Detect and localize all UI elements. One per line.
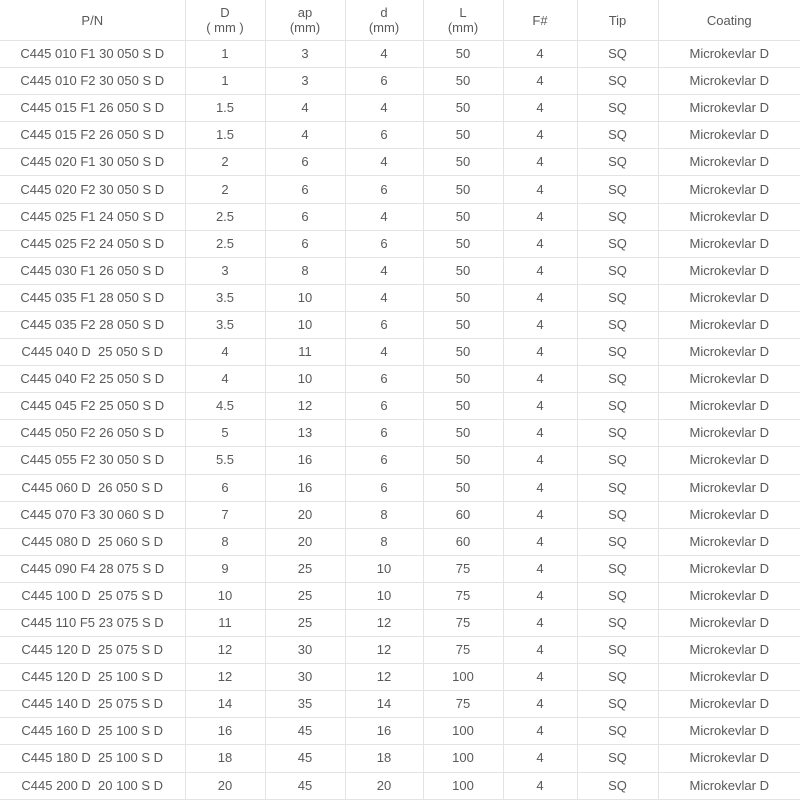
table-row bbox=[0, 582, 800, 609]
cell-tip: SQ bbox=[577, 230, 658, 257]
cell-flutes: 4 bbox=[503, 528, 577, 555]
col-header-pn bbox=[0, 0, 185, 41]
cell-d: 12 bbox=[345, 664, 423, 691]
cell-d: 4 bbox=[345, 339, 423, 366]
cell-diameter: 7 bbox=[185, 501, 265, 528]
cell-ap: 30 bbox=[265, 664, 345, 691]
cell-tip: SQ bbox=[577, 637, 658, 664]
cell-diameter: 6 bbox=[185, 474, 265, 501]
cell-flutes: 4 bbox=[503, 772, 577, 799]
col-header-d-unit: (mm) bbox=[368, 20, 400, 35]
cell-d: 6 bbox=[345, 176, 423, 203]
table-body bbox=[0, 41, 800, 800]
cell-tip: SQ bbox=[577, 176, 658, 203]
table-row bbox=[0, 311, 800, 338]
cell-length: 50 bbox=[423, 176, 503, 203]
cell-diameter: 3.5 bbox=[185, 284, 265, 311]
cell-ap: 6 bbox=[265, 149, 345, 176]
cell-flutes: 4 bbox=[503, 582, 577, 609]
cell-length: 50 bbox=[423, 311, 503, 338]
cell-length: 75 bbox=[423, 691, 503, 718]
table-header bbox=[0, 0, 800, 41]
cell-pn: C445 035 F1 28 050 S D bbox=[0, 284, 185, 311]
cell-flutes: 4 bbox=[503, 68, 577, 95]
cell-ap: 25 bbox=[265, 555, 345, 582]
cell-tip: SQ bbox=[577, 772, 658, 799]
cell-pn: C445 180 D 25 100 S D bbox=[0, 745, 185, 772]
col-header-length bbox=[423, 0, 503, 41]
cell-pn: C445 020 F2 30 050 S D bbox=[0, 176, 185, 203]
cell-d: 4 bbox=[345, 95, 423, 122]
cell-pn: C445 030 F1 26 050 S D bbox=[0, 257, 185, 284]
cell-length: 50 bbox=[423, 203, 503, 230]
cell-pn: C445 100 D 25 075 S D bbox=[0, 582, 185, 609]
cell-ap: 20 bbox=[265, 501, 345, 528]
cell-tip: SQ bbox=[577, 664, 658, 691]
cell-length: 50 bbox=[423, 420, 503, 447]
cell-d: 6 bbox=[345, 68, 423, 95]
cell-length: 50 bbox=[423, 68, 503, 95]
cell-ap: 10 bbox=[265, 366, 345, 393]
cell-d: 12 bbox=[345, 609, 423, 636]
cell-pn: C445 040 D 25 050 S D bbox=[0, 339, 185, 366]
cell-d: 6 bbox=[345, 230, 423, 257]
cell-ap: 45 bbox=[265, 718, 345, 745]
cell-ap: 3 bbox=[265, 41, 345, 68]
cell-ap: 25 bbox=[265, 582, 345, 609]
cell-tip: SQ bbox=[577, 95, 658, 122]
cell-flutes: 4 bbox=[503, 95, 577, 122]
cell-flutes: 4 bbox=[503, 122, 577, 149]
cell-flutes: 4 bbox=[503, 41, 577, 68]
cell-diameter: 2.5 bbox=[185, 203, 265, 230]
col-header-pn-label: P/N bbox=[81, 12, 104, 28]
cell-tip: SQ bbox=[577, 609, 658, 636]
cell-coating: Microkevlar D bbox=[658, 447, 800, 474]
cell-pn: C445 120 D 25 100 S D bbox=[0, 664, 185, 691]
cell-d: 18 bbox=[345, 745, 423, 772]
cell-coating: Microkevlar D bbox=[658, 393, 800, 420]
cell-length: 50 bbox=[423, 474, 503, 501]
table-row bbox=[0, 501, 800, 528]
cell-length: 75 bbox=[423, 637, 503, 664]
col-header-ap bbox=[265, 0, 345, 41]
col-header-diameter-unit: ( mm ) bbox=[206, 20, 244, 35]
cell-pn: C445 110 F5 23 075 S D bbox=[0, 609, 185, 636]
cell-coating: Microkevlar D bbox=[658, 691, 800, 718]
cell-length: 50 bbox=[423, 284, 503, 311]
cell-tip: SQ bbox=[577, 420, 658, 447]
cell-coating: Microkevlar D bbox=[658, 41, 800, 68]
cell-length: 75 bbox=[423, 582, 503, 609]
cell-diameter: 1.5 bbox=[185, 122, 265, 149]
cell-tip: SQ bbox=[577, 257, 658, 284]
cell-tip: SQ bbox=[577, 68, 658, 95]
cell-ap: 3 bbox=[265, 68, 345, 95]
cell-pn: C445 140 D 25 075 S D bbox=[0, 691, 185, 718]
cell-diameter: 8 bbox=[185, 528, 265, 555]
header-row bbox=[0, 0, 800, 41]
table-row bbox=[0, 284, 800, 311]
cell-diameter: 1 bbox=[185, 41, 265, 68]
col-header-diameter bbox=[185, 0, 265, 41]
cell-tip: SQ bbox=[577, 745, 658, 772]
cell-coating: Microkevlar D bbox=[658, 718, 800, 745]
cell-diameter: 5 bbox=[185, 420, 265, 447]
cell-diameter: 2 bbox=[185, 149, 265, 176]
cell-pn: C445 035 F2 28 050 S D bbox=[0, 311, 185, 338]
cell-d: 10 bbox=[345, 555, 423, 582]
cell-d: 6 bbox=[345, 474, 423, 501]
cell-d: 6 bbox=[345, 311, 423, 338]
table-row bbox=[0, 555, 800, 582]
table-row bbox=[0, 474, 800, 501]
table-row bbox=[0, 122, 800, 149]
cell-tip: SQ bbox=[577, 203, 658, 230]
cell-flutes: 4 bbox=[503, 339, 577, 366]
cell-ap: 16 bbox=[265, 447, 345, 474]
cell-coating: Microkevlar D bbox=[658, 637, 800, 664]
cell-length: 50 bbox=[423, 149, 503, 176]
cell-tip: SQ bbox=[577, 691, 658, 718]
cell-tip: SQ bbox=[577, 339, 658, 366]
cell-tip: SQ bbox=[577, 284, 658, 311]
cell-tip: SQ bbox=[577, 149, 658, 176]
cell-tip: SQ bbox=[577, 366, 658, 393]
col-header-flutes-label: F# bbox=[532, 12, 548, 28]
table-row bbox=[0, 745, 800, 772]
cell-flutes: 4 bbox=[503, 420, 577, 447]
cell-coating: Microkevlar D bbox=[658, 68, 800, 95]
col-header-tip-label: Tip bbox=[608, 12, 627, 28]
cell-ap: 45 bbox=[265, 772, 345, 799]
cell-coating: Microkevlar D bbox=[658, 528, 800, 555]
cell-tip: SQ bbox=[577, 582, 658, 609]
cell-length: 100 bbox=[423, 664, 503, 691]
cell-coating: Microkevlar D bbox=[658, 609, 800, 636]
cell-ap: 10 bbox=[265, 311, 345, 338]
cell-pn: C445 025 F1 24 050 S D bbox=[0, 203, 185, 230]
table-row bbox=[0, 68, 800, 95]
table-row bbox=[0, 366, 800, 393]
cell-ap: 45 bbox=[265, 745, 345, 772]
cell-d: 20 bbox=[345, 772, 423, 799]
table-row bbox=[0, 718, 800, 745]
cell-coating: Microkevlar D bbox=[658, 474, 800, 501]
table-row bbox=[0, 393, 800, 420]
cell-diameter: 4 bbox=[185, 366, 265, 393]
cell-ap: 30 bbox=[265, 637, 345, 664]
cell-flutes: 4 bbox=[503, 149, 577, 176]
cell-length: 100 bbox=[423, 718, 503, 745]
cell-length: 50 bbox=[423, 366, 503, 393]
cell-diameter: 16 bbox=[185, 718, 265, 745]
cell-diameter: 11 bbox=[185, 609, 265, 636]
cell-coating: Microkevlar D bbox=[658, 745, 800, 772]
cell-diameter: 9 bbox=[185, 555, 265, 582]
cell-d: 16 bbox=[345, 718, 423, 745]
cell-pn: C445 015 F1 26 050 S D bbox=[0, 95, 185, 122]
cell-length: 50 bbox=[423, 95, 503, 122]
cell-tip: SQ bbox=[577, 393, 658, 420]
cell-pn: C445 070 F3 30 060 S D bbox=[0, 501, 185, 528]
cell-d: 10 bbox=[345, 582, 423, 609]
cell-flutes: 4 bbox=[503, 176, 577, 203]
cell-diameter: 20 bbox=[185, 772, 265, 799]
cell-pn: C445 200 D 20 100 S D bbox=[0, 772, 185, 799]
table-row bbox=[0, 637, 800, 664]
cell-diameter: 18 bbox=[185, 745, 265, 772]
cell-tip: SQ bbox=[577, 718, 658, 745]
cell-length: 100 bbox=[423, 745, 503, 772]
cell-flutes: 4 bbox=[503, 311, 577, 338]
cell-coating: Microkevlar D bbox=[658, 582, 800, 609]
col-header-length-unit: (mm) bbox=[447, 20, 479, 35]
cell-tip: SQ bbox=[577, 555, 658, 582]
cell-length: 75 bbox=[423, 555, 503, 582]
cell-d: 4 bbox=[345, 41, 423, 68]
cell-tip: SQ bbox=[577, 311, 658, 338]
cell-coating: Microkevlar D bbox=[658, 95, 800, 122]
cell-coating: Microkevlar D bbox=[658, 339, 800, 366]
cell-flutes: 4 bbox=[503, 203, 577, 230]
cell-flutes: 4 bbox=[503, 501, 577, 528]
col-header-tip bbox=[577, 0, 658, 41]
col-header-d bbox=[345, 0, 423, 41]
cell-flutes: 4 bbox=[503, 637, 577, 664]
cell-length: 75 bbox=[423, 609, 503, 636]
cell-d: 6 bbox=[345, 393, 423, 420]
cell-length: 50 bbox=[423, 122, 503, 149]
cell-ap: 35 bbox=[265, 691, 345, 718]
table-row bbox=[0, 203, 800, 230]
cell-coating: Microkevlar D bbox=[658, 366, 800, 393]
cell-diameter: 5.5 bbox=[185, 447, 265, 474]
col-header-length-label: L bbox=[459, 5, 467, 20]
cell-ap: 8 bbox=[265, 257, 345, 284]
table-row bbox=[0, 41, 800, 68]
table-row bbox=[0, 609, 800, 636]
cell-d: 6 bbox=[345, 420, 423, 447]
cell-length: 50 bbox=[423, 230, 503, 257]
cell-flutes: 4 bbox=[503, 474, 577, 501]
cell-length: 50 bbox=[423, 257, 503, 284]
cell-pn: C445 020 F1 30 050 S D bbox=[0, 149, 185, 176]
cell-flutes: 4 bbox=[503, 284, 577, 311]
cell-pn: C445 090 F4 28 075 S D bbox=[0, 555, 185, 582]
cell-d: 8 bbox=[345, 501, 423, 528]
cell-flutes: 4 bbox=[503, 555, 577, 582]
cell-diameter: 10 bbox=[185, 582, 265, 609]
table-row bbox=[0, 230, 800, 257]
cell-ap: 13 bbox=[265, 420, 345, 447]
cell-pn: C445 040 F2 25 050 S D bbox=[0, 366, 185, 393]
cell-coating: Microkevlar D bbox=[658, 555, 800, 582]
cell-flutes: 4 bbox=[503, 664, 577, 691]
cell-coating: Microkevlar D bbox=[658, 420, 800, 447]
cell-coating: Microkevlar D bbox=[658, 122, 800, 149]
cell-d: 6 bbox=[345, 122, 423, 149]
cell-d: 12 bbox=[345, 637, 423, 664]
cell-d: 6 bbox=[345, 366, 423, 393]
cell-pn: C445 120 D 25 075 S D bbox=[0, 637, 185, 664]
table-row bbox=[0, 691, 800, 718]
cell-pn: C445 160 D 25 100 S D bbox=[0, 718, 185, 745]
cell-d: 6 bbox=[345, 447, 423, 474]
cell-d: 4 bbox=[345, 257, 423, 284]
table-row bbox=[0, 664, 800, 691]
cell-diameter: 3 bbox=[185, 257, 265, 284]
cell-diameter: 12 bbox=[185, 664, 265, 691]
cell-pn: C445 050 F2 26 050 S D bbox=[0, 420, 185, 447]
cell-coating: Microkevlar D bbox=[658, 176, 800, 203]
cell-coating: Microkevlar D bbox=[658, 257, 800, 284]
cell-ap: 25 bbox=[265, 609, 345, 636]
cell-tip: SQ bbox=[577, 122, 658, 149]
cell-coating: Microkevlar D bbox=[658, 501, 800, 528]
col-header-diameter-label: D bbox=[220, 5, 230, 20]
cell-flutes: 4 bbox=[503, 609, 577, 636]
table-row bbox=[0, 420, 800, 447]
table-row bbox=[0, 95, 800, 122]
cell-diameter: 1.5 bbox=[185, 95, 265, 122]
cell-pn: C445 025 F2 24 050 S D bbox=[0, 230, 185, 257]
table-row bbox=[0, 176, 800, 203]
cell-pn: C445 045 F2 25 050 S D bbox=[0, 393, 185, 420]
cell-flutes: 4 bbox=[503, 230, 577, 257]
cell-length: 50 bbox=[423, 339, 503, 366]
cell-ap: 11 bbox=[265, 339, 345, 366]
cell-length: 50 bbox=[423, 41, 503, 68]
cell-pn: C445 010 F2 30 050 S D bbox=[0, 68, 185, 95]
cell-coating: Microkevlar D bbox=[658, 772, 800, 799]
cell-coating: Microkevlar D bbox=[658, 311, 800, 338]
cell-ap: 6 bbox=[265, 230, 345, 257]
cell-flutes: 4 bbox=[503, 366, 577, 393]
cell-diameter: 4.5 bbox=[185, 393, 265, 420]
cell-diameter: 1 bbox=[185, 68, 265, 95]
cell-ap: 4 bbox=[265, 95, 345, 122]
cell-length: 60 bbox=[423, 528, 503, 555]
cell-flutes: 4 bbox=[503, 447, 577, 474]
col-header-d-label: d bbox=[380, 5, 388, 20]
col-header-ap-label: ap bbox=[297, 5, 313, 20]
cell-coating: Microkevlar D bbox=[658, 149, 800, 176]
table-row bbox=[0, 257, 800, 284]
cell-ap: 12 bbox=[265, 393, 345, 420]
col-header-coating bbox=[658, 0, 800, 41]
cell-length: 100 bbox=[423, 772, 503, 799]
cell-pn: C445 080 D 25 060 S D bbox=[0, 528, 185, 555]
cell-tip: SQ bbox=[577, 501, 658, 528]
cell-tip: SQ bbox=[577, 528, 658, 555]
cell-d: 14 bbox=[345, 691, 423, 718]
cell-tip: SQ bbox=[577, 474, 658, 501]
cell-coating: Microkevlar D bbox=[658, 230, 800, 257]
cell-diameter: 14 bbox=[185, 691, 265, 718]
cell-ap: 16 bbox=[265, 474, 345, 501]
cell-diameter: 4 bbox=[185, 339, 265, 366]
cell-coating: Microkevlar D bbox=[658, 284, 800, 311]
cell-ap: 10 bbox=[265, 284, 345, 311]
cell-length: 50 bbox=[423, 393, 503, 420]
cell-tip: SQ bbox=[577, 41, 658, 68]
table-row bbox=[0, 339, 800, 366]
cell-diameter: 3.5 bbox=[185, 311, 265, 338]
cell-d: 4 bbox=[345, 284, 423, 311]
col-header-coating-label: Coating bbox=[706, 12, 752, 28]
cell-flutes: 4 bbox=[503, 691, 577, 718]
cell-flutes: 4 bbox=[503, 257, 577, 284]
cell-length: 60 bbox=[423, 501, 503, 528]
cell-pn: C445 015 F2 26 050 S D bbox=[0, 122, 185, 149]
table-row bbox=[0, 772, 800, 799]
cell-ap: 4 bbox=[265, 122, 345, 149]
col-header-ap-unit: (mm) bbox=[289, 20, 321, 35]
cell-length: 50 bbox=[423, 447, 503, 474]
cell-diameter: 12 bbox=[185, 637, 265, 664]
cell-flutes: 4 bbox=[503, 718, 577, 745]
cell-diameter: 2.5 bbox=[185, 230, 265, 257]
cell-pn: C445 060 D 26 050 S D bbox=[0, 474, 185, 501]
cell-tip: SQ bbox=[577, 447, 658, 474]
cell-flutes: 4 bbox=[503, 745, 577, 772]
cell-pn: C445 010 F1 30 050 S D bbox=[0, 41, 185, 68]
cell-d: 4 bbox=[345, 203, 423, 230]
cell-diameter: 2 bbox=[185, 176, 265, 203]
table-row bbox=[0, 149, 800, 176]
cell-flutes: 4 bbox=[503, 393, 577, 420]
table-row bbox=[0, 447, 800, 474]
table-row bbox=[0, 528, 800, 555]
cell-ap: 6 bbox=[265, 176, 345, 203]
cell-coating: Microkevlar D bbox=[658, 203, 800, 230]
cell-ap: 20 bbox=[265, 528, 345, 555]
cell-pn: C445 055 F2 30 050 S D bbox=[0, 447, 185, 474]
cell-ap: 6 bbox=[265, 203, 345, 230]
cell-d: 8 bbox=[345, 528, 423, 555]
cell-d: 4 bbox=[345, 149, 423, 176]
cell-coating: Microkevlar D bbox=[658, 664, 800, 691]
col-header-flutes bbox=[503, 0, 577, 41]
